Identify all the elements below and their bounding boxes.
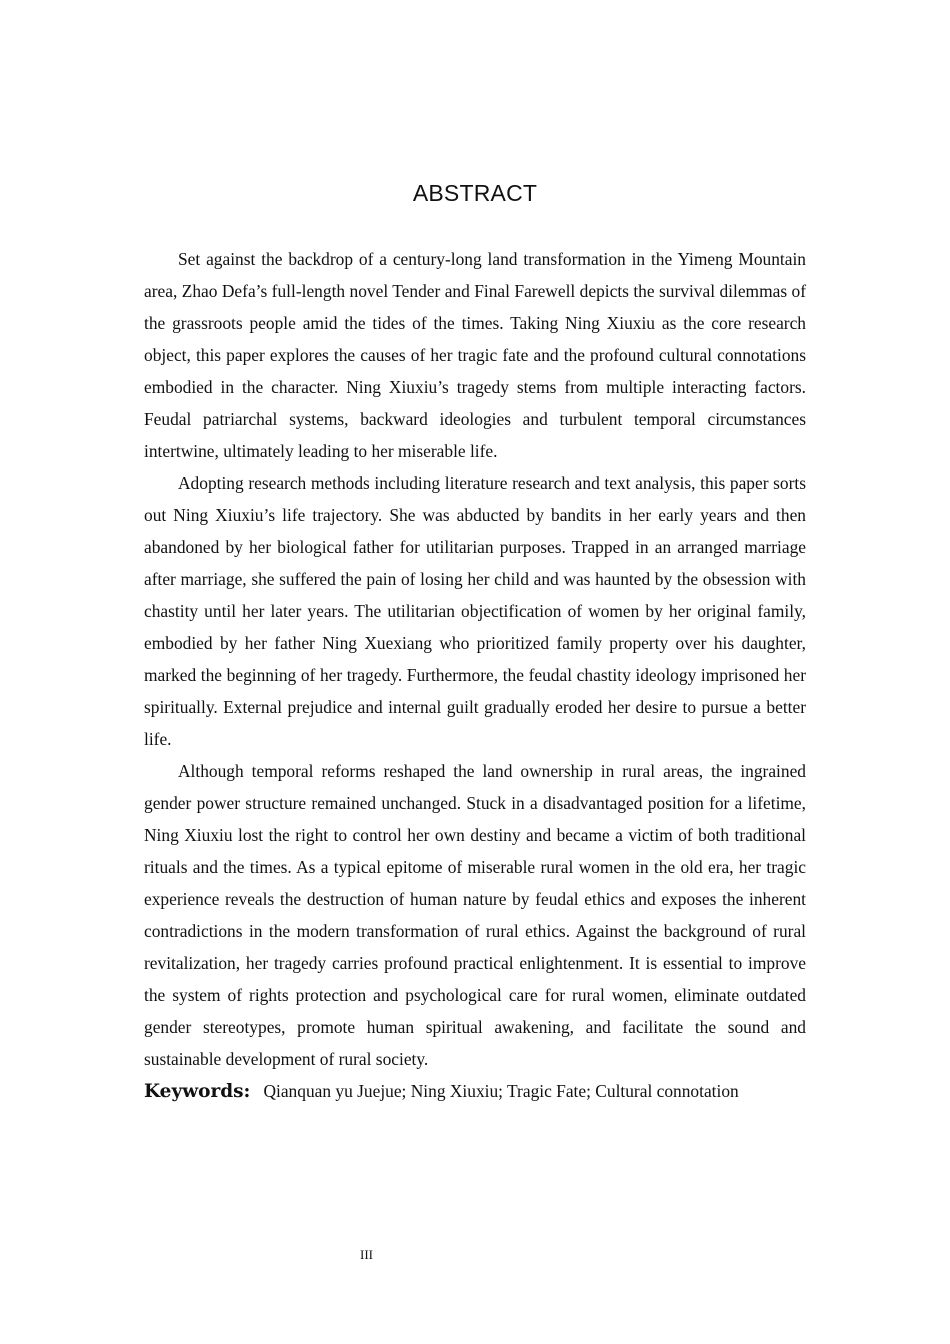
abstract-body bbox=[144, 243, 806, 1108]
keywords-label: Keywords: bbox=[144, 1081, 251, 1102]
abstract-paragraph-2: Adopting research methods including literature research and text analysis, this paper sorts out Ning Xiuxiu’s life trajectory. She was abducted by bandits in her early years and then abandoned by her biological father for utilitarian purposes. Trapped in an arranged marriage after marriage, she suffered the pain of losing her child and was haunted by the obsession with chastity until her later years. The utilitarian objectification of women by her original family, embodied by her father Ning Xuexiang who prioritized family property over his daughter, marked the beginning of her tragedy. Furthermore, the feudal chastity ideology imprisoned her spiritually. External prejudice and internal guilt gradually eroded her desire to pursue a better life. bbox=[144, 473, 806, 749]
abstract-paragraph-1: Set against the backdrop of a century-long land transformation in the Yimeng Mountain area, Zhao Defa’s full-length novel Tender and Final Farewell depicts the survival dilemmas of the grassroots people amid the tides of the times. Taking Ning Xiuxiu as the core research object, this paper explores the causes of her tragic fate and the profound cultural connotations embodied in the character. Ning Xiuxiu’s tragedy stems from multiple interacting factors. Feudal patriarchal systems, backward ideologies and turbulent temporal circumstances intertwine, ultimately leading to her miserable life. bbox=[144, 249, 806, 461]
abstract-title: ABSTRACT bbox=[412, 180, 538, 206]
keywords-text: Qianquan yu Juejue; Ning Xiuxiu; Tragic Fate; Cultural connotation bbox=[263, 1081, 739, 1101]
keywords-line bbox=[144, 1075, 806, 1108]
abstract-paragraph-3: Although temporal reforms reshaped the land ownership in rural areas, the ingrained gender power structure remained unchanged. Stuck in a disadvantaged position for a lifetime, Ning Xiuxiu lost the right to control her own destiny and became a victim of both traditional rituals and the times. As a typical epitome of miserable rural women in the old era, her tragic experience reveals the destruction of human nature by feudal ethics and exposes the inherent contradictions in the modern transformation of rural ethics. Against the background of rural revitalization, her tragedy carries profound practical enlightenment. It is essential to improve the system of rights protection and psychological care for rural women, eliminate outdated gender stereotypes, promote human spiritual awakening, and facilitate the sound and sustainable development of rural society. bbox=[144, 761, 806, 1069]
page-number: III bbox=[360, 1247, 373, 1262]
